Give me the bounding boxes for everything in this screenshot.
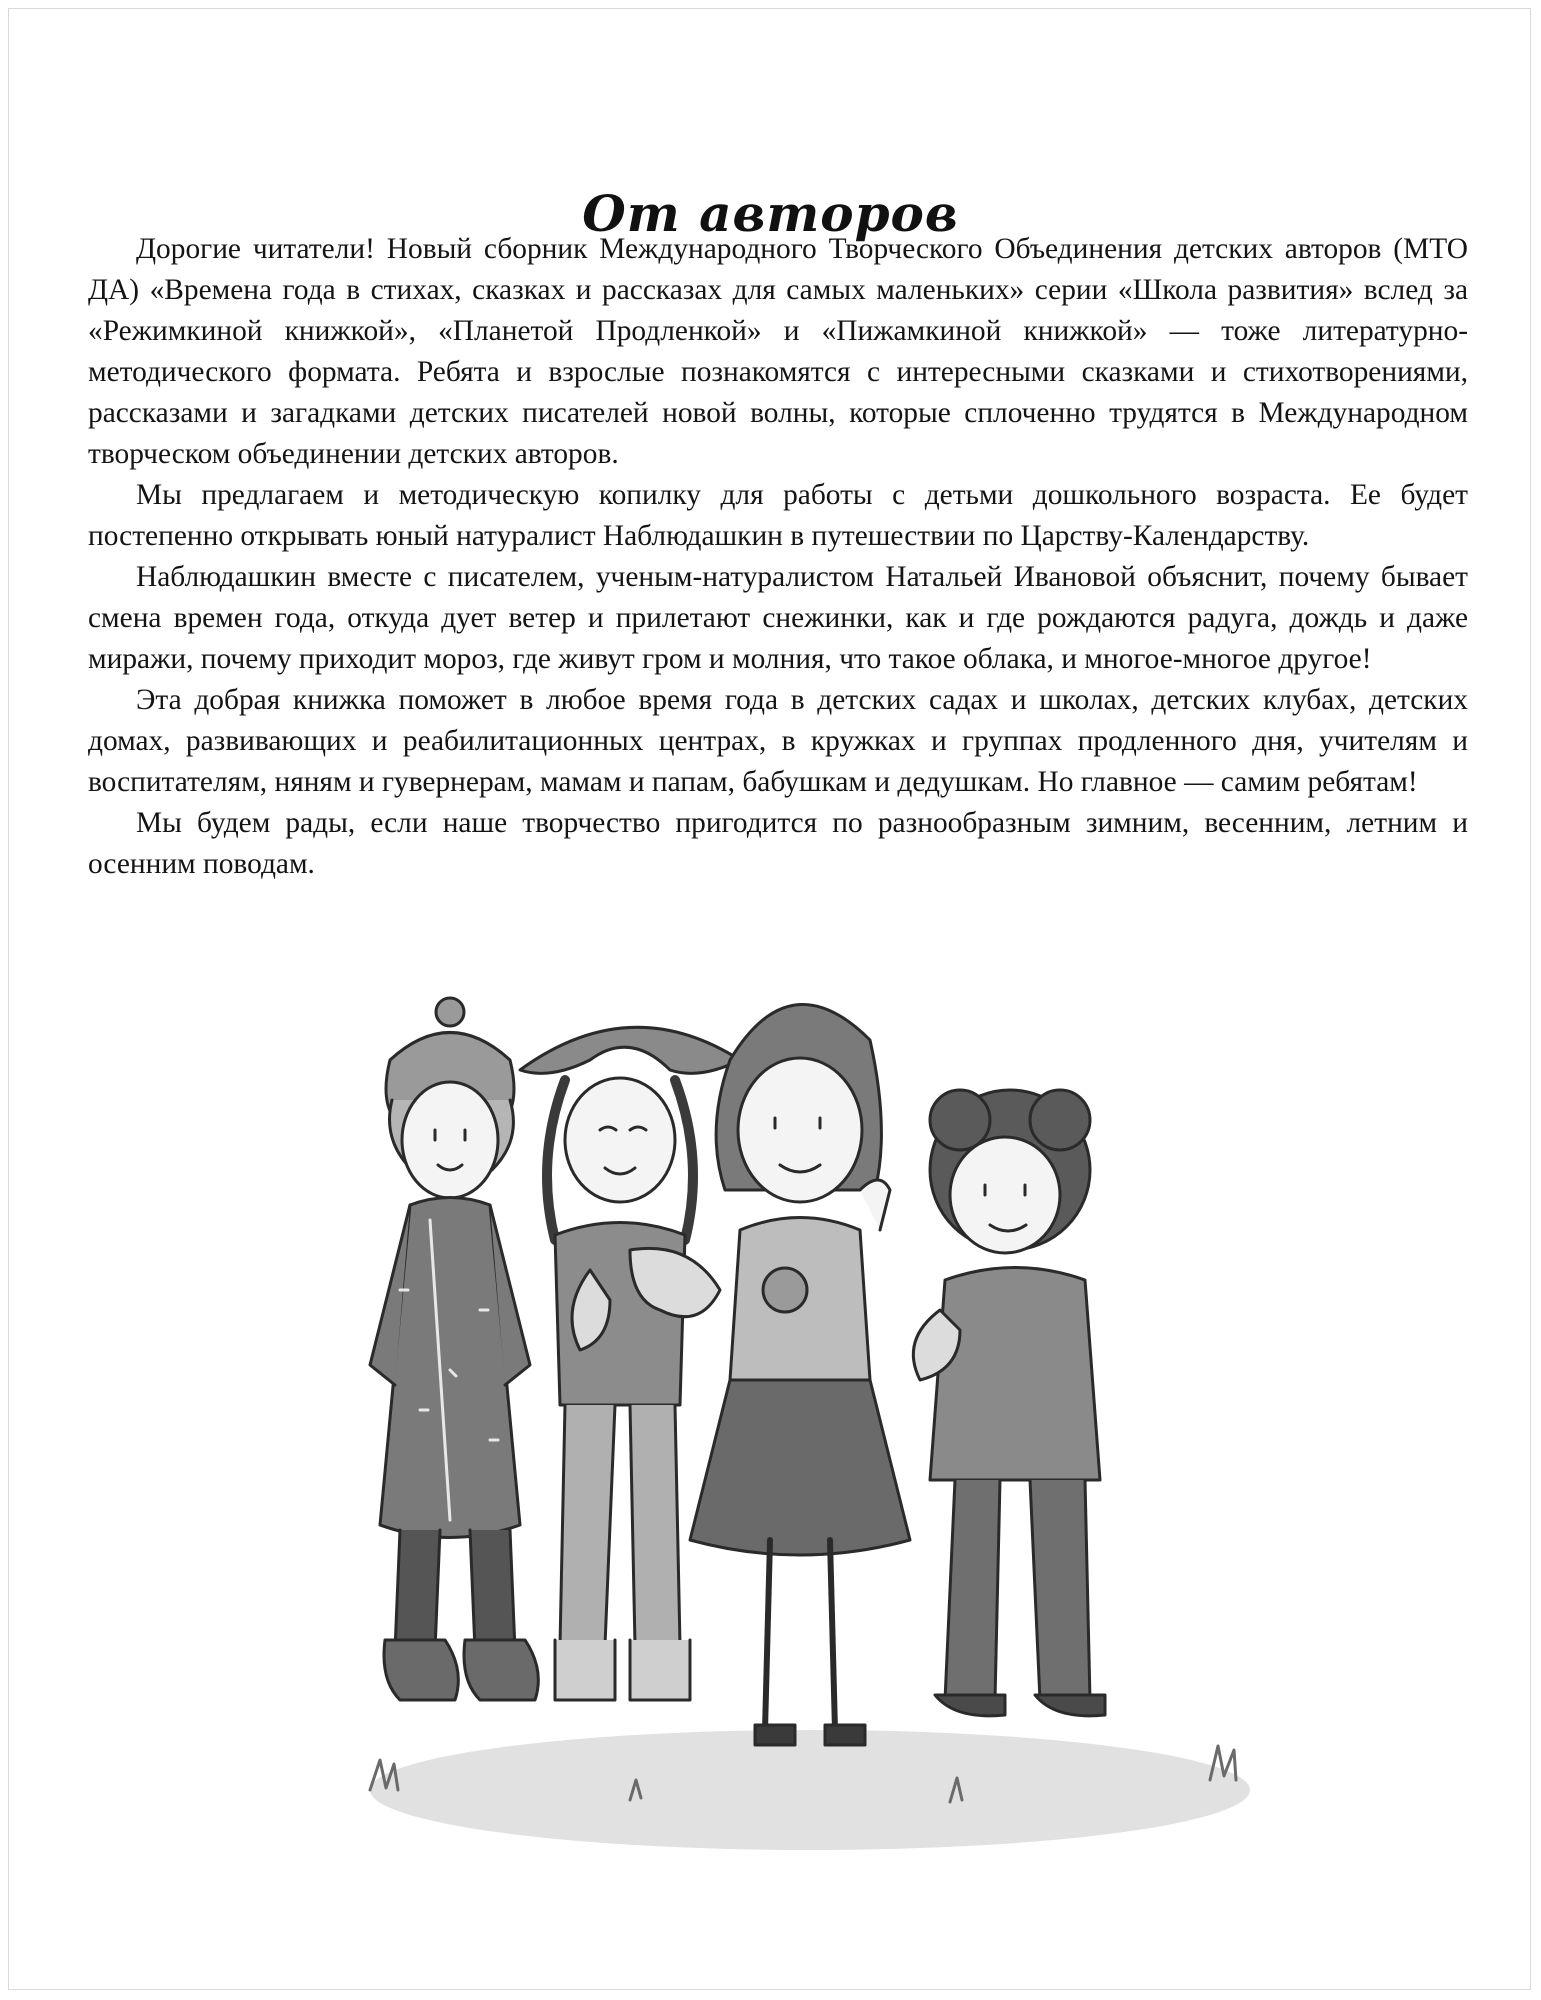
child-winter — [370, 998, 538, 1700]
child-autumn-hat — [520, 1027, 740, 1700]
child-curly-hair — [913, 1090, 1105, 1716]
paragraph-5: Мы будем рады, если наше творчество пригодится по разнообразным зимним, весенним, летним и осенним поводам. — [88, 807, 1468, 880]
paragraph-2: Мы предлагаем и методическую копилку для работы с детьми дошкольного возраста. Ее будет постепенно открывать юный натуралист Наблюдашкин в путешествии по Царству-Календарству. — [88, 479, 1468, 552]
paragraph-1: Дорогие читатели! Новый сборник Международного Творческого Объединения детских авторов (МТО ДА) «Времена года в стихах, сказках и рассказах для самых маленьких» серии «Школа развития» вслед за «Режимкиной книжкой», «Планетой Продленкой» и «Пижамкиной книжкой» — тоже литературно-методического формата. Ребята и взрослые познакомятся с интересными сказками и стихотворениями, рассказами и загадками детских писателей новой волны, которые сплоченно трудятся в Международном творческом объединении детских авторов. — [88, 233, 1468, 470]
four-children-illustration — [330, 990, 1290, 1870]
paragraph-3: Наблюдашкин вместе с писателем, ученым-натуралистом Натальей Ивановой объяснит, почему бывает смена времен года, откуда дует ветер и прилетают снежинки, как и где рождаются радуга, дождь и даже миражи, почему приходит мороз, где живут гром и молния, что такое облака, и многое-многое другое! — [88, 561, 1468, 675]
paragraph-4: Эта добрая книжка поможет в любое время года в детских садах и школах, детских клубах, детских домах, развивающих и реабилитационных центрах, в кружках и группах продленного дня, учителям и воспитателям, няням и гувернерам, мамам и папам, бабушкам и дедушкам. Но главное — самим ребятам! — [88, 684, 1468, 798]
child-skirt-girl — [690, 1004, 910, 1745]
ground-shadow — [370, 1730, 1250, 1850]
page-title: От авторов — [582, 183, 959, 243]
body-text — [88, 229, 1468, 885]
